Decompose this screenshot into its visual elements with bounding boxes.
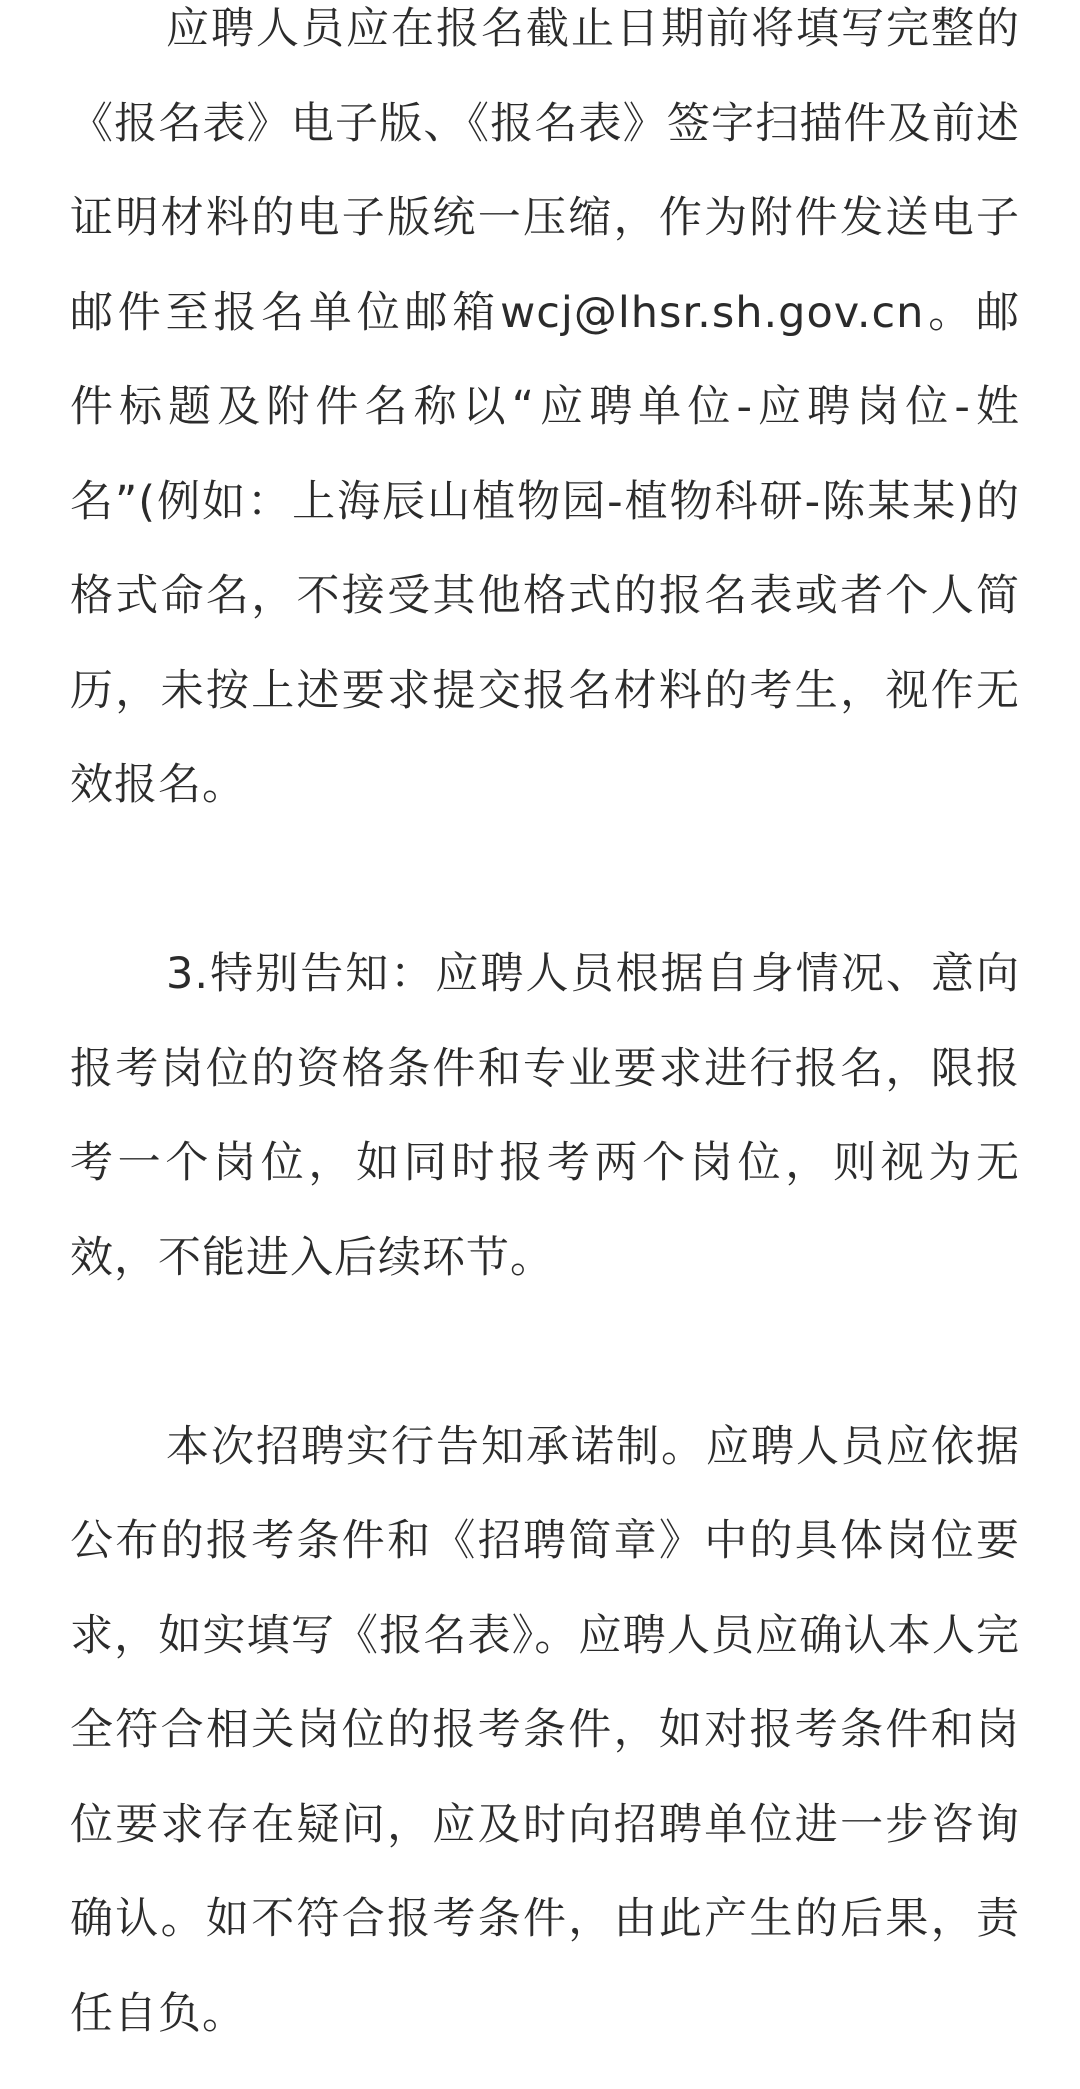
paragraph-application-submission: 应聘人员应在报名截止日期前将填写完整的《报名表》电子版、《报名表》签字扫描件及前述证明材料的电子版统一压缩，作为附件发送电子邮件至报名单位邮箱wcj@lhsr.sh.gov.cn。邮件标题及附件名称以“应聘单位-应聘岗位-姓名”(例如：上海辰山植物园-植物科研-陈某某)的格式命名，不接受其他格式的报名表或者个人简历，未按上述要求提交报名材料的考生，视作无效报名。: [70, 4, 1020, 810]
paragraph-special-notice: 3.特别告知：应聘人员根据自身情况、意向报考岗位的资格条件和专业要求进行报名，限报考一个岗位，如同时报考两个岗位，则视为无效，不能进入后续环节。: [70, 949, 1020, 1283]
article-body: [70, 0, 1020, 2061]
paragraph-commitment-system: 本次招聘实行告知承诺制。应聘人员应依据公布的报考条件和《招聘简章》中的具体岗位要求，如实填写《报名表》。应聘人员应确认本人完全符合相关岗位的报考条件，如对报考条件和岗位要求存在疑问，应及时向招聘单位进一步咨询确认。如不符合报考条件，由此产生的后果，责任自负。: [70, 1421, 1020, 2039]
